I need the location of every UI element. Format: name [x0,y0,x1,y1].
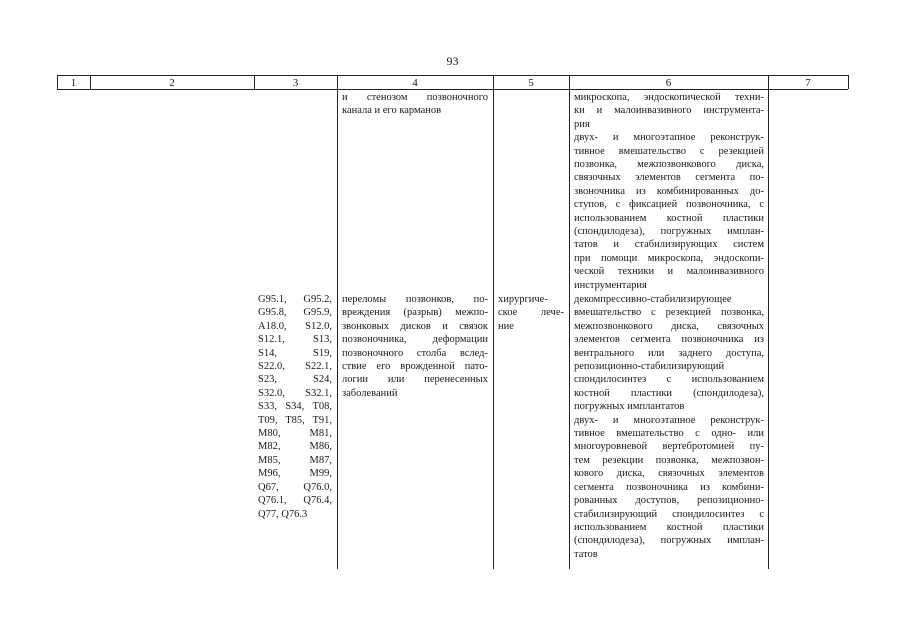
column-number-2: 2 [169,77,175,89]
text-line: G95.1, G95.2, [258,294,332,305]
text-line: тивное вмешательство с резекцией [574,145,764,157]
table-header-rule [57,89,848,90]
text-line: ствие его врожденной пато- [342,361,488,373]
text-line: ние [498,320,514,332]
block1-method-cell [574,91,764,292]
text-line: M96, M99, [258,468,332,480]
text-line: канала и его карманов [342,105,442,117]
column-divider [768,89,769,569]
text-line: хирургиче- [498,294,548,305]
column-divider [337,89,338,569]
text-line: G95.8, G95.9, [258,307,332,319]
text-line: M80, M81, [258,428,332,440]
text-line: S22.0, S22.1, [258,361,332,373]
block2-method-cell [574,293,764,561]
text-line: M82, M86, [258,441,332,453]
text-line: использованием костной пластики [574,212,764,224]
column-divider [569,89,570,569]
column-number-5: 5 [528,77,534,89]
page-number: 93 [446,54,459,68]
block1-diagnosis-cell [342,91,488,118]
text-line: позвоночника, деформации [342,334,488,346]
text-line: татов [574,548,598,560]
text-line: кового диска, связочных элементов [574,468,764,480]
text-line: микроскопа, эндоскопической техни- [574,92,764,103]
block2-treatment-type-cell [498,293,564,333]
text-line: при помощи микроскопа, эндоскопи- [574,252,764,264]
column-number-3: 3 [292,77,299,89]
text-line: S32.0, S32.1, [258,387,332,399]
text-line: (спондилодеза), погружных имплан- [574,535,764,547]
text-line: заболеваний [342,387,398,399]
text-line: ское лече- [498,307,564,319]
text-line: ческой техники и малоинвазивного [574,266,764,278]
text-line: позвоночного столба вслед- [342,347,488,359]
text-line: использованием костной пластики [574,521,764,533]
column-number-6: 6 [665,77,672,89]
text-line: погружных имплантатов [574,401,685,413]
text-line: (спондилодеза), погружных имплан- [574,226,764,238]
text-line: вреждения (разрыв) межпо- [342,307,488,319]
text-line: рия [574,118,590,130]
text-line: репозиционно-стабилизирующий [574,361,725,373]
text-line: позвонка, межпозвонкового диска, [574,159,764,171]
column-divider [848,75,849,89]
text-line: костной пластики (спондилодеза), [574,387,764,399]
text-line: вмешательство с резекцией позвонка, [574,307,764,319]
block2-diagnosis-cell [342,293,488,400]
text-line: S23, S24, [258,374,332,386]
text-line: тем резекции позвонка, межпозвон- [574,454,764,466]
text-line: многоуровневой вертебротомией пу- [574,441,764,453]
text-line: T09, T85, T91, [258,414,332,426]
text-line: двух- и многоэтапное реконструк- [574,414,764,426]
text-line: инструментария [574,279,647,291]
text-line: звоночника из комбинированных до- [574,185,764,197]
text-line: ки и малоинвазивного инструмента- [574,105,764,117]
column-number-1: 1 [70,77,77,89]
text-line: и стенозом позвоночного [342,92,488,103]
text-line: S33, S34, T08, [258,401,332,413]
column-divider [493,89,494,569]
block2-icd-codes-cell [258,293,332,521]
text-line: декомпрессивно-стабилизирующее [574,294,732,305]
column-number-7: 7 [805,77,811,89]
text-line: межпозвонкового диска, связочных [574,320,764,332]
text-line: S14, S19, [258,347,332,359]
text-line: вентрального или заднего доступа, [574,347,764,359]
table-top-rule [57,75,848,76]
text-line: тивное вмешательство с одно- или [574,428,764,440]
text-line: переломы позвонков, по- [342,294,488,305]
text-line: рованных доступов, репозиционно- [574,495,764,507]
text-line: Q76.1, Q76.4, [258,495,332,507]
text-line: татов и стабилизирующих систем [574,239,764,251]
text-line: звонковых дисков и связок [342,320,488,332]
text-line: сегмента позвоночника из комбини- [574,481,764,493]
text-line: ступов, с фиксацией позвоночника, с [574,199,764,211]
column-number-4: 4 [412,77,418,89]
text-line: элементов сегмента позвоночника из [574,334,764,346]
text-line: Q77, Q76.3 [258,508,308,520]
text-line: стабилизирующий спондилосинтез с [574,508,764,520]
text-line: двух- и многоэтапное реконструк- [574,132,764,144]
text-line: A18.0, S12.0, [258,320,332,332]
text-line: M85, M87, [258,454,332,466]
text-line: Q67, Q76.0, [258,481,332,493]
text-line: связочных элементов сегмента по- [574,172,764,184]
text-line: спондилосинтез с использованием [574,374,764,386]
text-line: логии или перенесенных [342,374,488,386]
text-line: S12.1, S13, [258,334,332,346]
